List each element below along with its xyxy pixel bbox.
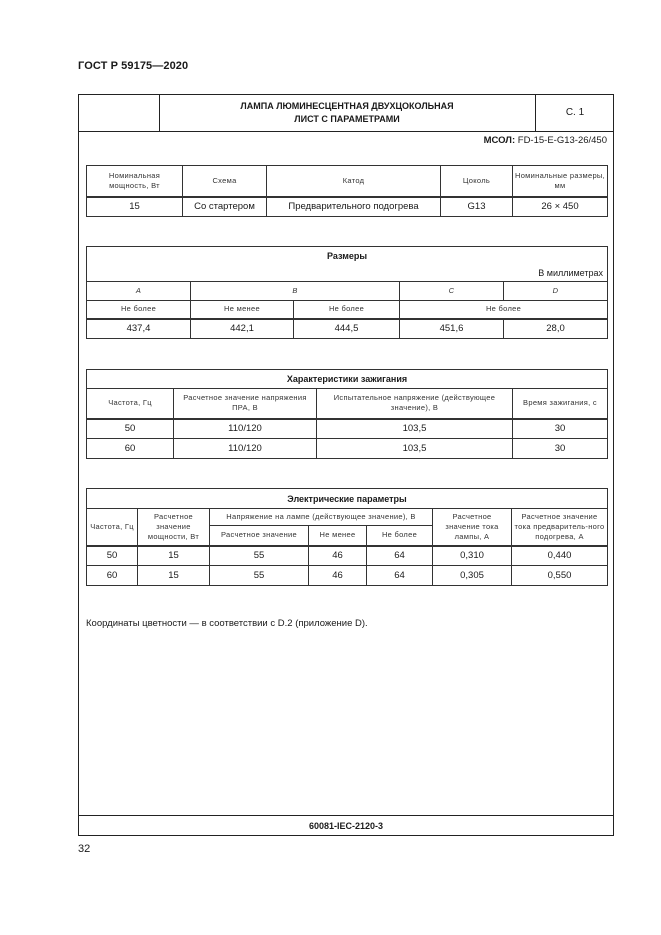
dim-value-c: 451,6 <box>400 319 504 339</box>
dim-limit-cd: Не более <box>400 301 608 319</box>
summary-header-size: Номинальные размеры, мм <box>513 166 608 197</box>
electrical-r1-voltage-calc: 55 <box>210 546 309 566</box>
electrical-header-preheat: Расчетное значение тока предваритель-ного подогрева, А <box>512 509 608 546</box>
electrical-r1-preheat: 0,440 <box>512 546 608 566</box>
dim-limit-a: Не более <box>87 301 191 319</box>
electrical-header-voltage-max: Не более <box>367 526 433 546</box>
sheet-title-line1: ЛАМПА ЛЮМИНЕСЦЕНТНАЯ ДВУХЦОКОЛЬНАЯ <box>240 101 454 111</box>
ignition-header-test-voltage: Испытательное напряжение (действующее значение), В <box>317 389 513 419</box>
electrical-r1-current: 0,310 <box>433 546 512 566</box>
ignition-header-frequency: Частота, Гц <box>87 389 174 419</box>
dim-value-a: 437,4 <box>87 319 191 339</box>
electrical-r1-frequency: 50 <box>87 546 138 566</box>
dimensions-table <box>86 246 608 339</box>
sheet-title-line2: ЛИСТ С ПАРАМЕТРАМИ <box>294 114 400 124</box>
summary-size: 26 × 450 <box>513 197 608 217</box>
ignition-r1-frequency: 50 <box>87 419 174 439</box>
dim-letter-a: A <box>87 282 191 301</box>
electrical-r2-voltage-max: 64 <box>367 566 433 586</box>
electrical-header-voltage-min: Не менее <box>309 526 367 546</box>
sheet-header <box>79 95 613 132</box>
dim-value-d: 28,0 <box>504 319 608 339</box>
ignition-r2-time: 30 <box>513 439 608 459</box>
ignition-table <box>86 369 608 459</box>
sheet-number: С. 1 <box>565 107 585 118</box>
standard-title: ГОСТ Р 59175—2020 <box>78 60 189 72</box>
electrical-r2-current: 0,305 <box>433 566 512 586</box>
electrical-r1-voltage-max: 64 <box>367 546 433 566</box>
summary-header-base: Цоколь <box>441 166 513 197</box>
summary-header-power: Номинальная мощность, Вт <box>87 166 183 197</box>
table-row <box>87 439 608 459</box>
electrical-header-voltage-calc: Расчетное значение <box>210 526 309 546</box>
table-row <box>87 566 608 586</box>
dim-limit-b-max: Не более <box>294 301 400 319</box>
summary-header-cathode: Катод <box>267 166 441 197</box>
dim-limit-b-min: Не менее <box>191 301 294 319</box>
dim-letter-c: C <box>400 282 504 301</box>
page-number: 32 <box>78 843 91 855</box>
ignition-header-ballast-voltage: Расчетное значение напряжения ПРА, В <box>174 389 317 419</box>
electrical-r2-power: 15 <box>138 566 210 586</box>
summary-power: 15 <box>87 197 183 217</box>
electrical-header-current: Расчетное значение тока лампы, А <box>433 509 512 546</box>
electrical-title: Электрические параметры <box>87 489 608 509</box>
sheet-footer-code: 60081-IEC-2120-3 <box>79 815 613 836</box>
summary-table <box>86 165 608 217</box>
electrical-r2-voltage-min: 46 <box>309 566 367 586</box>
ignition-r1-ballast-voltage: 110/120 <box>174 419 317 439</box>
electrical-table <box>86 488 608 586</box>
summary-header-scheme: Схема <box>183 166 267 197</box>
electrical-header-voltage: Напряжение на лампе (действующее значение), В <box>210 509 433 526</box>
ignition-r2-test-voltage: 103,5 <box>317 439 513 459</box>
msol-code-value: FD-15-E-G13-26/450 <box>517 135 607 146</box>
electrical-header-frequency: Частота, Гц <box>87 509 138 546</box>
dim-letter-b: B <box>191 282 400 301</box>
chromaticity-note: Координаты цветности — в соответствии с D.2 (приложение D). <box>86 618 368 629</box>
electrical-r1-power: 15 <box>138 546 210 566</box>
table-row <box>87 419 608 439</box>
summary-base: G13 <box>441 197 513 217</box>
sheet-header-blank <box>79 95 160 131</box>
ignition-r2-ballast-voltage: 110/120 <box>174 439 317 459</box>
electrical-r1-voltage-min: 46 <box>309 546 367 566</box>
ignition-r2-frequency: 60 <box>87 439 174 459</box>
table-row <box>87 546 608 566</box>
electrical-r2-preheat: 0,550 <box>512 566 608 586</box>
electrical-r2-voltage-calc: 55 <box>210 566 309 586</box>
dimensions-units: В миллиметрах <box>87 266 608 282</box>
electrical-r2-frequency: 60 <box>87 566 138 586</box>
summary-scheme: Со стартером <box>183 197 267 217</box>
ignition-title: Характеристики зажигания <box>87 370 608 389</box>
ignition-r1-time: 30 <box>513 419 608 439</box>
dim-value-b-min: 442,1 <box>191 319 294 339</box>
dim-letter-d: D <box>504 282 608 301</box>
dim-value-b-max: 444,5 <box>294 319 400 339</box>
msol-code <box>484 135 607 146</box>
ignition-r1-test-voltage: 103,5 <box>317 419 513 439</box>
summary-cathode: Предварительного подогрева <box>267 197 441 217</box>
sheet-title <box>159 95 536 131</box>
electrical-header-power: Расчетное значение мощности, Вт <box>138 509 210 546</box>
msol-code-label: МСОЛ: <box>483 135 516 146</box>
ignition-header-time: Время зажигания, с <box>513 389 608 419</box>
dimensions-title: Размеры <box>87 247 608 266</box>
